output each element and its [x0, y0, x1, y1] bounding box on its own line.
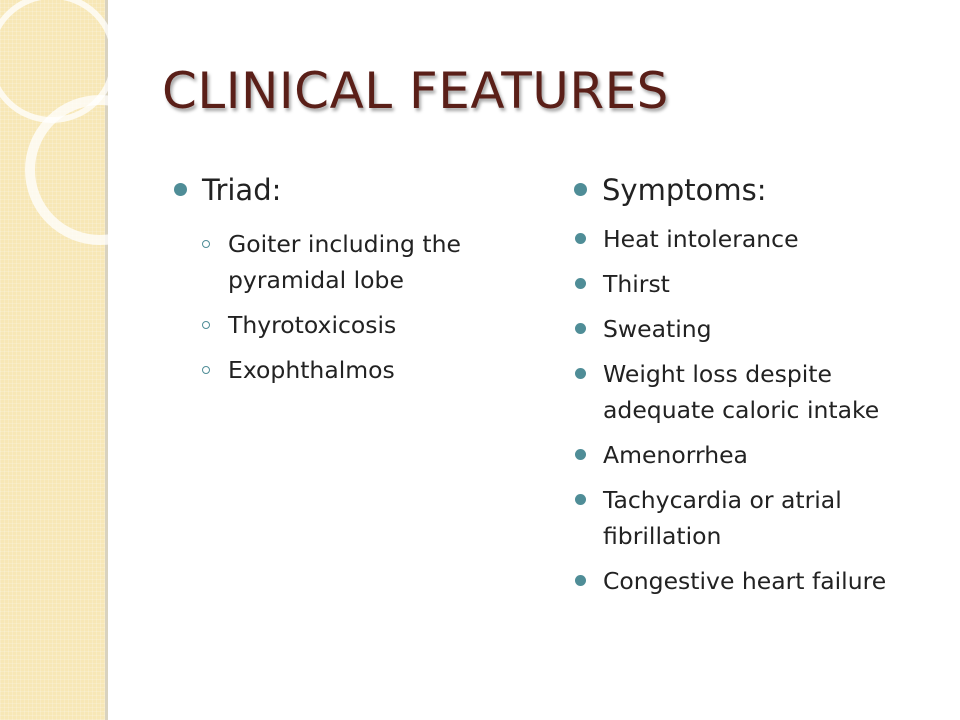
slide-title: CLINICAL FEATURES [162, 62, 669, 120]
list-item-text: Thyrotoxicosis [228, 311, 397, 339]
list-item-text: Goiter including the pyramidal lobe [228, 230, 461, 294]
ring-bullet-icon [202, 240, 210, 248]
decorative-circle-bottom [30, 100, 140, 240]
list-item-text: Tachycardia or atrial fibrillation [603, 486, 842, 550]
list-item [172, 226, 532, 298]
triad-column [172, 172, 532, 397]
list-item-text: Weight loss despite adequate caloric intake [603, 360, 880, 424]
bullet-dot-icon [174, 183, 187, 196]
bullet-dot-icon [575, 233, 586, 244]
symptoms-heading-item [572, 172, 942, 208]
list-item-text: Heat intolerance [603, 225, 799, 253]
bullet-dot-icon [575, 278, 586, 289]
decorative-circles [0, 0, 140, 260]
ring-bullet-icon [202, 321, 210, 329]
symptoms-list [572, 221, 942, 599]
bullet-dot-icon [575, 323, 586, 334]
list-item [172, 352, 532, 388]
list-item-text: Thirst [603, 270, 670, 298]
triad-heading: Triad: [202, 173, 282, 207]
list-item [572, 311, 942, 347]
bullet-dot-icon [575, 449, 586, 460]
list-item [572, 482, 942, 554]
triad-heading-item [172, 172, 532, 208]
bullet-dot-icon [574, 183, 587, 196]
list-item [572, 437, 942, 473]
list-item-text: Congestive heart failure [603, 567, 887, 595]
ring-bullet-icon [202, 366, 210, 374]
symptoms-column [572, 172, 942, 608]
bullet-dot-icon [575, 575, 586, 586]
list-item-text: Amenorrhea [603, 441, 748, 469]
list-item [572, 563, 942, 599]
list-item [572, 221, 942, 257]
list-item [572, 266, 942, 302]
triad-list [172, 226, 532, 388]
symptoms-heading: Symptoms: [602, 173, 767, 207]
list-item [572, 356, 942, 428]
list-item-text: Exophthalmos [228, 356, 395, 384]
list-item-text: Sweating [603, 315, 712, 343]
list-item [172, 307, 532, 343]
bullet-dot-icon [575, 494, 586, 505]
bullet-dot-icon [575, 368, 586, 379]
